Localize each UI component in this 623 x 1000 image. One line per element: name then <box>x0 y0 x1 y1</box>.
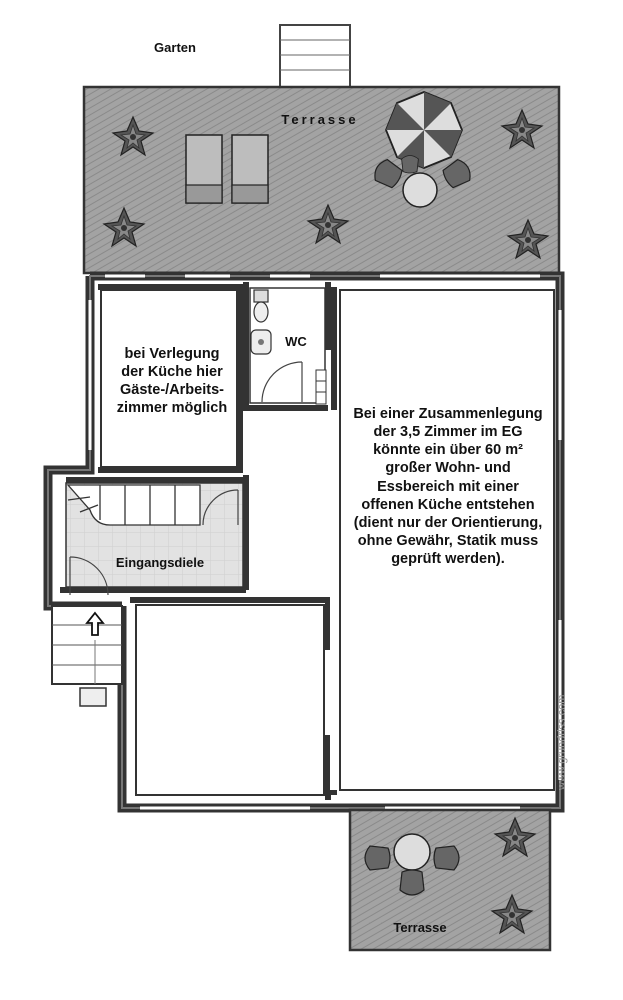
label-wc: WC <box>285 334 307 349</box>
label-guest-room-note: bei Verlegung der Küche hier Gäste-/Arbeits-zimmer möglich <box>116 346 228 417</box>
label-living-note: Bei einer Zusammenlegung der 3,5 Zimmer im EG könnte ein über 60 m² großer Wohn- und Essbereich mit einer offenen Küche entstehen (dient nur der Orientierung, ohne Gewähr, Statik muss geprüft werden). <box>353 406 543 567</box>
label-garden: Garten <box>154 40 196 55</box>
label-entrance: Eingangsdiele <box>115 555 205 570</box>
garden-steps <box>280 25 350 90</box>
label-terrace-top: Terrasse <box>281 112 359 127</box>
watermark: www.grundriss.com <box>556 694 568 790</box>
sink-icon <box>251 330 271 354</box>
entry-steps <box>52 606 122 706</box>
room-bottom-left <box>136 605 324 795</box>
toilet-icon <box>254 290 268 322</box>
wc-shelf <box>316 370 326 404</box>
parasol-icon <box>386 92 462 168</box>
label-terrace-bottom: Terrasse <box>393 920 447 935</box>
